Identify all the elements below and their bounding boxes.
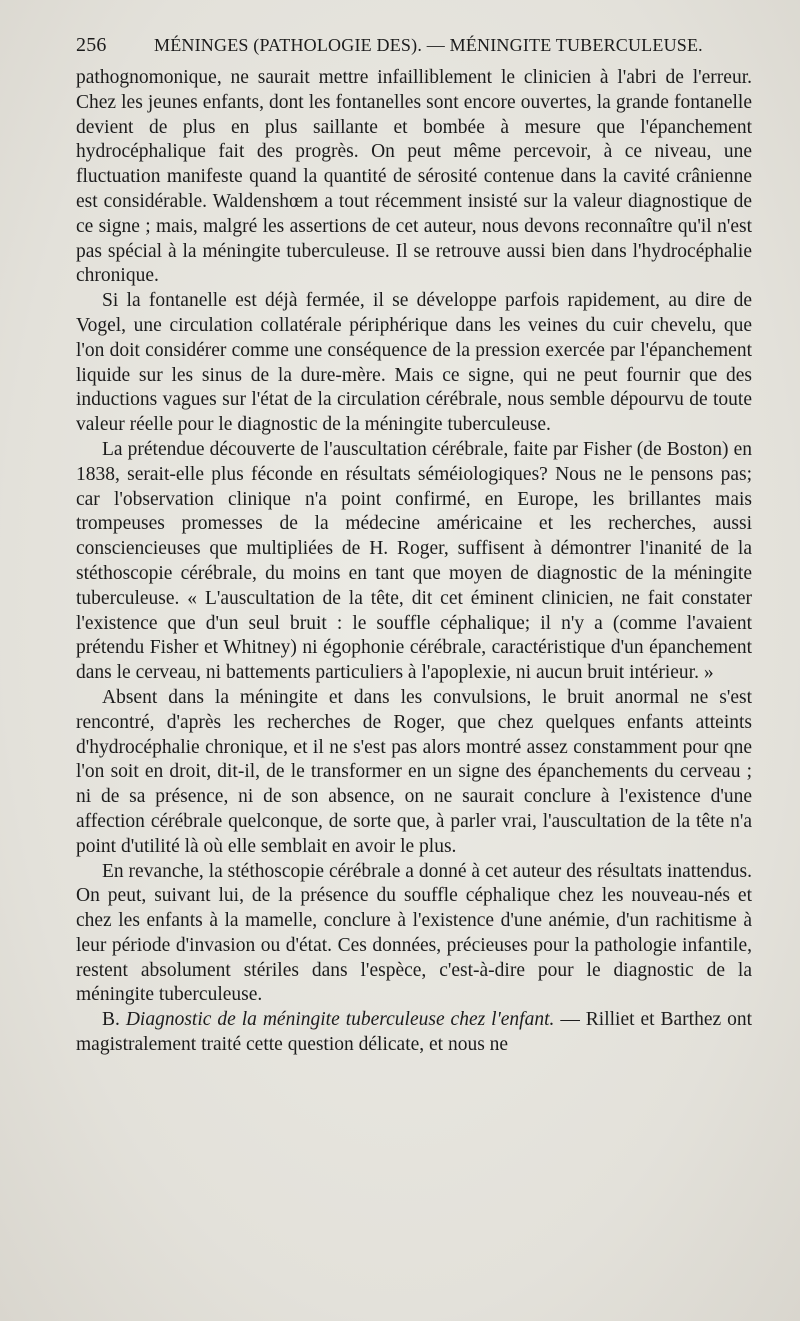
body-text (76, 66, 752, 1058)
paragraph-5: En revanche, la stéthoscopie cérébrale a donné à cet auteur des résultats inattendus. On peut, suivant lui, de la présence du souffle céphalique chez les nouveau-nés et chez les enfants à la mamelle, conclure à l'existence d'une anémie, d'un rachitisme à leur période d'invasion ou d'état. Ces données, précieuses pour la pathologie infantile, restent absolument stériles dans l'espèce, c'est-à-dire pour le diagnostic de la méningite tuberculeuse. (76, 860, 752, 1006)
paragraph-3: La prétendue découverte de l'auscultation cérébrale, faite par Fisher (de Boston) en 1838, serait-elle plus féconde en résultats séméiologiques? Nous ne le pensons pas; car l'observation clinique n'a point confirmé, en Europe, les brillantes mais trompeuses promesses de la médecine américaine et les recherches, aussi consciencieuses que multipliées de H. Roger, suffisent à démontrer l'inanité de la stéthoscopie cérébrale, du moins en tant que moyen de diagnostic de la méningite tuberculeuse. « L'auscultation de la tête, dit cet éminent clinicien, ne fait constater l'existence que d'un seul bruit : le souffle céphalique; il n'y a (comme l'avaient prétendu Fisher et Whitney) ni égophonie cérébrale, caractéristique d'un épanchement dans le cerveau, ni battements particuliers à l'apoplexie, ni aucun bruit intérieur. » (76, 438, 752, 684)
paragraph-4: Absent dans la méningite et dans les convulsions, le bruit anormal ne s'est rencontré, d'après les recherches de Roger, que chez quelques enfants atteints d'hydrocéphalie chronique, et il ne s'est pas alors montré assez constamment pour qne l'on soit en droit, dit-il, de le transformer en un signe des épanchements du cerveau ; ni de sa présence, ni de son absence, on ne saurait conclure à l'existence d'une affection cérébrale quelconque, de sorte que, à parler vrai, l'auscultation de la tête n'a point d'utilité là où elle semblait en avoir le plus. (76, 686, 752, 857)
paragraph-2: Si la fontanelle est déjà fermée, il se développe parfois rapidement, au dire de Vogel, une circulation collatérale périphérique dans les veines du cuir chevelu, que l'on doit considérer comme une conséquence de la pression exercée par l'épanchement liquide sur les sinus de la dure-mère. Mais ce signe, qui ne peut fournir que des inductions vagues sur l'état de la circulation cérébrale, nous semble dépourvu de toute valeur réelle pour le diagnostic de la méningite tuberculeuse. (76, 290, 752, 436)
section-text: — Rilliet et Barthez ont magistralement traité cette question délicate, et nous ne (76, 1009, 753, 1056)
running-head (76, 34, 756, 58)
paragraph-1: pathognomonique, ne saurait mettre infailliblement le clinicien à l'abri de l'erreur. Chez les jeunes enfants, dont les fontanelles sont encore ouvertes, la grande fontanelle devient de plus en plus saillante et bombée à mesure que l'épanchement hydrocéphalique fait des progrès. On peut même percevoir, à ce niveau, une fluctuation manifeste quand la quantité de sérosité contenue dans la cavité crânienne est considérable. Waldenshœm a tout récemment insisté sur la valeur diagnostique de ce signe ; mais, malgré les assertions de cet auteur, nous devons reconnaître qu'il n'est pas spécial à la méningite tuberculeuse. Il se retrouve aussi bien dans l'hydrocéphalie chronique. (76, 67, 752, 287)
section-heading: Diagnostic de la méningite tuberculeuse chez l'enfant. (125, 1009, 555, 1031)
section-b-paragraph (76, 1008, 752, 1058)
section-label: B. (102, 1009, 120, 1031)
running-title: MÉNINGES (PATHOLOGIE DES). — MÉNINGITE TUBERCULEUSE. (154, 35, 703, 55)
page-number: 256 (76, 34, 107, 56)
